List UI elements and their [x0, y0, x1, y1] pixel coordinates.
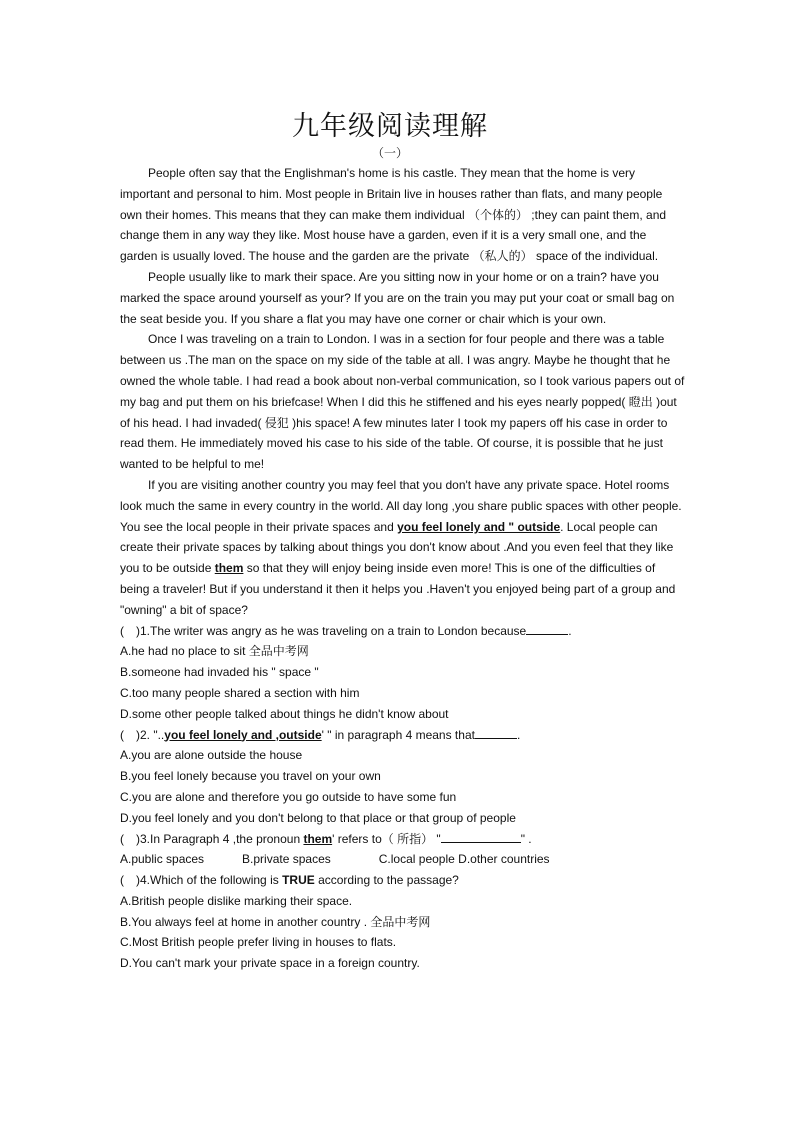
q3-stem-pre: 3.In Paragraph 4 ,the pronoun — [140, 831, 304, 846]
q4-stem-post: according to the passage? — [314, 873, 459, 888]
paragraph-4-part-1: If you are visiting another country you may feel that you don't have any private space. Hotel rooms look much the same in every country in the world. All day long ,you share public spaces with other people. You see the local people in their private spaces and — [120, 477, 682, 534]
q3-paren-open: ( — [120, 831, 124, 846]
paragraph-1: People often say that the Englishman's home is his castle. They mean that the home is very important and personal to him. Most people in Britain live in houses rather than flats, and many people own their homes. This means that they can make them individual （个体的） ;they can paint them, and change them in any way they like. Most house have a garden, even if it is a very small one, and the garden is usually loved. The house and the garden are the private （私人的） space of the individual. — [120, 166, 667, 264]
question-1 — [120, 621, 685, 642]
q3-underlined-pronoun: them — [303, 831, 333, 846]
q1-option-b: B.someone had invaded his " space " — [120, 665, 319, 680]
q1-stem: 1.The writer was angry as he was traveling on a train to London because — [140, 623, 527, 638]
q1-paren-open: ( — [120, 623, 124, 638]
q3-stem-post: ' refers to（ 所指） " — [332, 831, 441, 846]
q2-paren-open: ( — [120, 727, 124, 742]
q1-stem-end: . — [568, 623, 572, 638]
underlined-phrase-1: you feel lonely and " outside — [397, 519, 561, 534]
q4-option-b: B.You always feel at home in another country . 全品中考网 — [120, 914, 431, 929]
q3-option-a: A.public spaces — [120, 852, 205, 867]
q4-option-c: C.Most British people prefer living in houses to flats. — [120, 935, 397, 950]
q2-stem-post: ' " in paragraph 4 means that — [321, 727, 475, 742]
paragraph-3: Once I was traveling on a train to London. I was in a section for four people and there was a table between us .The man on the space on my side of the table at all. I was angry. Maybe he thought that he owned the whole table. I had read a book about non-verbal communication, so I took various papers out of my bag and put them on his briefcase! When I did this he stiffened and his eyes nearly popped( 瞪出 )out of his head. I had invaded( 侵犯 )his space! A few minutes later I took my papers off his case in order to read them. He immediately moved his case to his side of the table. Of course, it is possible that he just wanted to be helpful to me! — [120, 332, 685, 472]
q4-stem-bold: TRUE — [282, 873, 315, 888]
q3-option-d: D.other countries — [458, 852, 550, 867]
paragraph-4-part-3: so that they will enjoy being inside even more! This is one of the difficulties of being a traveler! But if you understand it then it helps you .Haven't you enjoyed being part of a group and "owning" a bit of space? — [120, 561, 676, 617]
q2-option-d: D.you feel lonely and you don't belong to that place or that group of people — [120, 810, 516, 825]
q2-option-c: C.you are alone and therefore you go outside to have some fun — [120, 789, 457, 804]
q3-option-c: C.local people — [378, 852, 455, 867]
paragraph-4 — [120, 475, 685, 621]
q3-answer-blank[interactable] — [441, 832, 521, 843]
q2-stem-pre: 2. ".. — [140, 727, 165, 742]
underlined-phrase-them: them — [214, 561, 244, 576]
question-4 — [120, 870, 685, 891]
q4-stem-pre: 4.Which of the following is — [140, 873, 283, 888]
q1-option-a: A.he had no place to sit 全品中考网 — [120, 644, 309, 659]
q2-underlined-phrase: you feel lonely and ,outside — [164, 727, 322, 742]
question-3 — [120, 829, 685, 850]
paragraph-2: People usually like to mark their space. Are you sitting now in your home or on a train? have you marked the space around yourself as your? If you are on the train you may put your coat or small bag on the seat beside you. If you share a flat you may have one corner or chair which is your own. — [120, 269, 675, 326]
q3-paren-close: ) — [136, 831, 140, 846]
q2-option-b: B.you feel lonely because you travel on your own — [120, 769, 381, 784]
q3-options — [120, 849, 685, 870]
q2-option-a: A.you are alone outside the house — [120, 748, 303, 763]
q1-option-d: D.some other people talked about things he didn't know about — [120, 706, 449, 721]
q2-paren-close: ) — [136, 727, 140, 742]
q2-answer-blank[interactable] — [475, 728, 517, 739]
q4-option-a: A.British people dislike marking their space. — [120, 893, 353, 908]
paragraph-4-part-2: . Local people can create their private spaces by talking about things you don't know about .And you even feel that they like you to be outside — [120, 519, 674, 576]
q3-option-b: B.private spaces — [242, 852, 331, 867]
q1-answer-blank[interactable] — [526, 624, 568, 635]
q4-paren-open: ( — [120, 873, 124, 888]
q1-paren-close: ) — [136, 623, 140, 638]
q3-stem-end: " . — [520, 831, 532, 846]
question-2 — [120, 725, 685, 746]
q1-option-c: C.too many people shared a section with him — [120, 685, 360, 700]
q4-paren-close: ) — [136, 873, 140, 888]
q2-stem-end: . — [516, 727, 521, 742]
q4-option-d: D.You can't mark your private space in a foreign country. — [120, 956, 420, 971]
page-subtitle: （一） — [371, 146, 408, 160]
passage-body — [120, 163, 685, 974]
page-title: 九年级阅读理解 — [292, 111, 488, 142]
